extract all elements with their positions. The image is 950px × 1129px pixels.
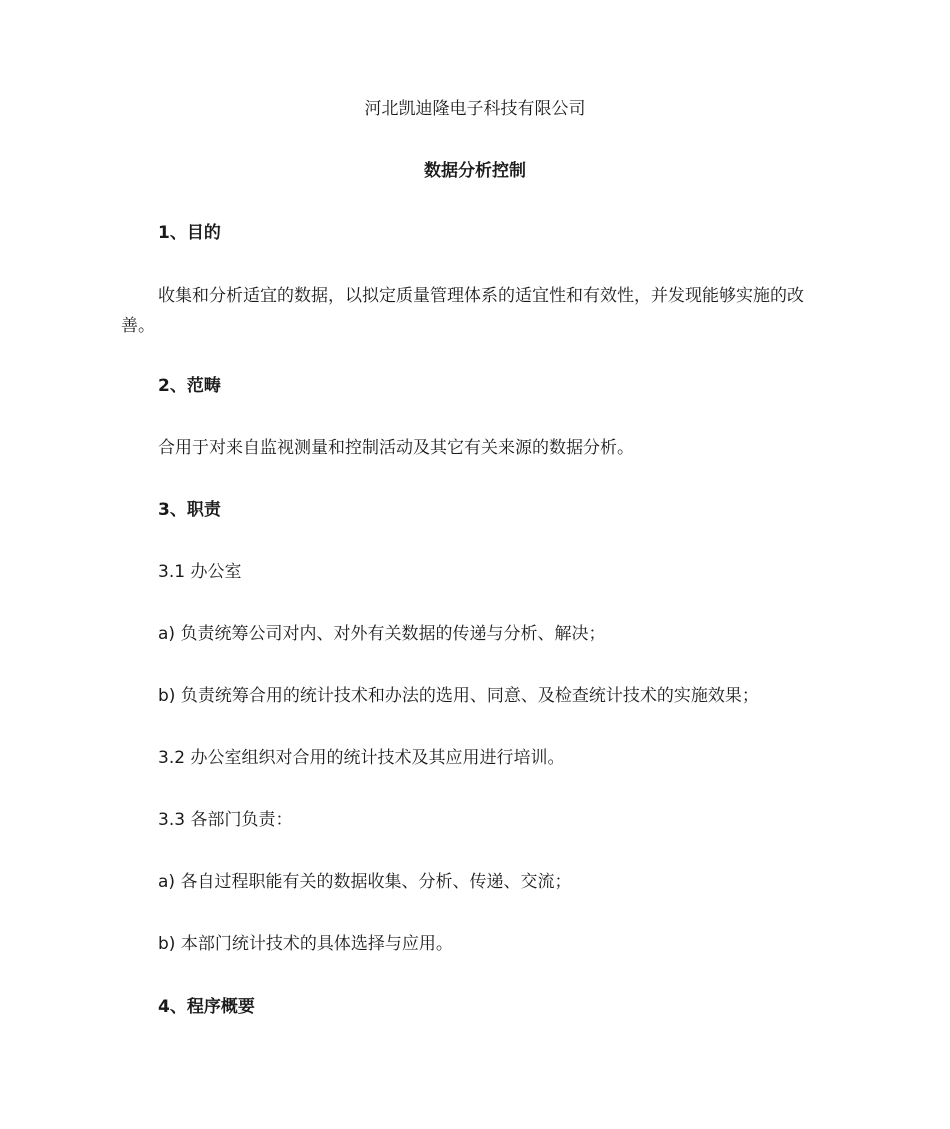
section-heading-duty: 3、职责 — [158, 500, 221, 520]
list-item-3-3-a: a) 各自过程职能有关的数据收集、分析、传递、交流； — [158, 872, 572, 892]
company-name: 河北凯迪隆电子科技有限公司 — [364, 99, 586, 119]
subsection-3-2: 3.2 办公室组织对合用的统计技术及其应用进行培训。 — [158, 748, 565, 768]
subsection-3-1: 3.1 办公室 — [158, 562, 242, 582]
subsection-3-3: 3.3 各部门负责： — [158, 810, 293, 830]
list-item-3-1-b: b) 负责统筹合用的统计技术和办法的选用、同意、及检查统计技术的实施效果； — [158, 686, 759, 706]
list-item-3-1-a: a) 负责统筹公司对内、对外有关数据的传递与分析、解决； — [158, 624, 606, 644]
section-heading-purpose: 1、目的 — [158, 223, 221, 243]
list-item-3-3-b: b) 本部门统计技术的具体选择与应用。 — [158, 934, 453, 954]
document-title: 数据分析控制 — [424, 161, 526, 181]
section-heading-scope: 2、范畴 — [158, 376, 221, 396]
section-heading-procedure: 4、程序概要 — [158, 997, 255, 1017]
purpose-paragraph: 收集和分析适宜的数据，以拟定质量管理体系的适宜性和有效性，并发现能够实施的改善。 — [121, 286, 804, 336]
scope-paragraph: 合用于对来自监视测量和控制活动及其它有关来源的数据分析。 — [158, 438, 634, 458]
